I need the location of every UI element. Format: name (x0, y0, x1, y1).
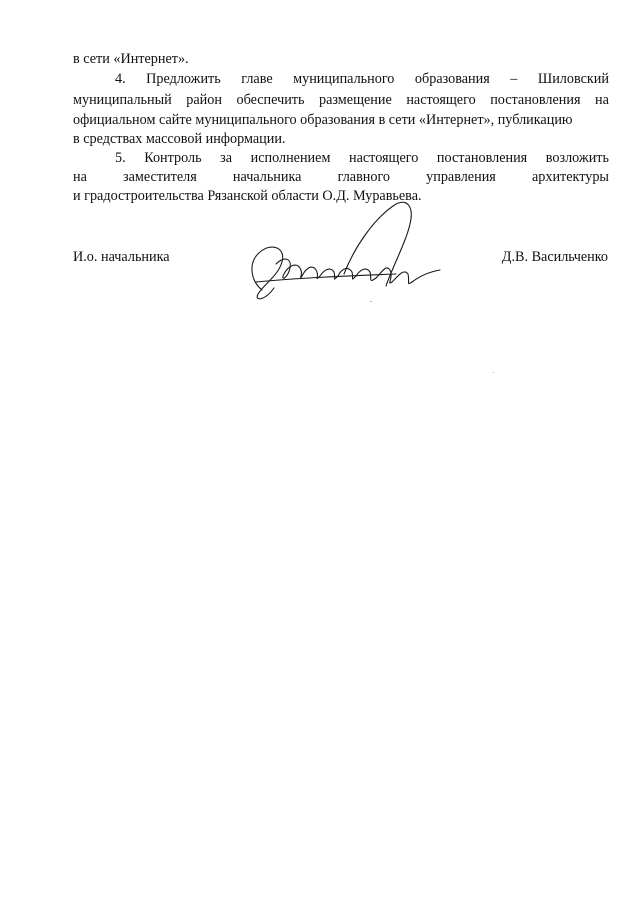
scan-speck (493, 372, 494, 373)
item-5-line-1 (73, 149, 609, 167)
item-5-line-3: и градостроительства Рязанской области О.Д. Муравьева. (73, 188, 422, 204)
word: Шиловский (537, 71, 609, 87)
word: постановления (490, 92, 581, 108)
item-4-line-2 (73, 91, 609, 109)
word: настоящего (406, 92, 476, 108)
item-4-line-4: в средствах массовой информации. (73, 131, 286, 147)
word: Контроль (144, 150, 202, 166)
word: постановления (436, 150, 528, 166)
word: обеспечить (236, 92, 305, 108)
signer-name: Д.В. Васильченко (501, 249, 608, 265)
word: муниципальный (73, 92, 172, 108)
word: заместителя (123, 169, 197, 185)
word: Предложить (146, 71, 221, 87)
scan-speck (370, 301, 372, 302)
word: – (510, 71, 518, 87)
item-5-number: 5. (115, 150, 126, 166)
word: главного (337, 169, 391, 185)
word: образования (414, 71, 490, 87)
word: за (220, 150, 233, 166)
item-4-line-3: официальном сайте муниципального образования в сети «Интернет», публикацию (73, 112, 573, 128)
position-title: И.о. начальника (73, 249, 170, 265)
word: управления (426, 169, 496, 185)
word: начальника (232, 169, 302, 185)
paragraph-continuation: в сети «Интернет». (73, 51, 189, 67)
item-5-line-2 (73, 168, 609, 186)
word: на (73, 169, 87, 185)
word: возложить (545, 150, 609, 166)
word: муниципального (293, 71, 395, 87)
word: исполнением (250, 150, 331, 166)
word: на (595, 92, 609, 108)
word: архитектуры (531, 169, 609, 185)
item-4-number: 4. (115, 71, 126, 87)
word: размещение (319, 92, 392, 108)
handwritten-signature (236, 190, 446, 310)
item-4-line-1 (73, 70, 609, 88)
word: настоящего (349, 150, 419, 166)
word: район (186, 92, 222, 108)
word: главе (241, 71, 273, 87)
